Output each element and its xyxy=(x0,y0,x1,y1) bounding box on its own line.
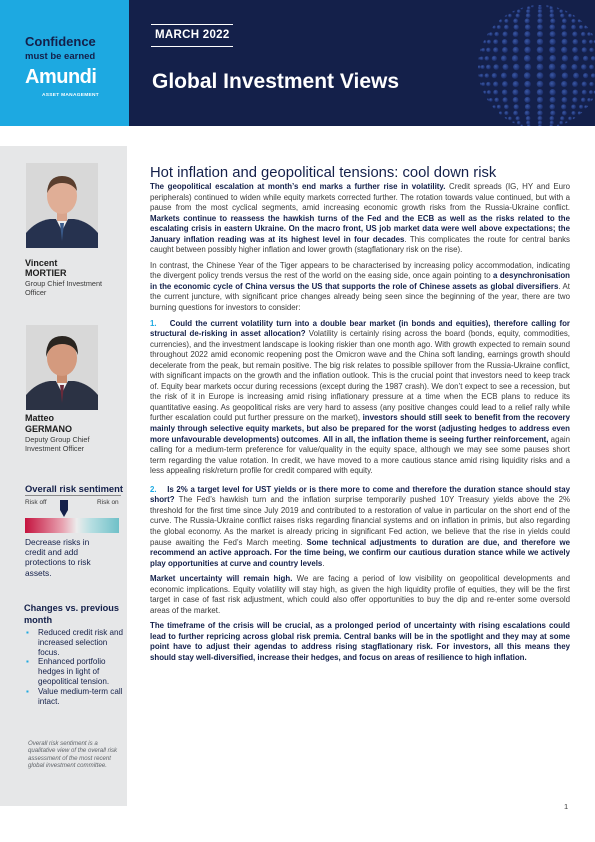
bold-text-run: Market uncertainty will remain high. xyxy=(150,574,293,584)
globe-dot xyxy=(508,117,512,121)
globe-dot xyxy=(568,117,572,121)
globe-dot xyxy=(572,81,578,87)
article-body xyxy=(150,165,570,669)
globe-dot xyxy=(480,74,484,78)
date-rule-bottom xyxy=(151,46,233,47)
globe-dot xyxy=(512,55,518,61)
globe-dot xyxy=(499,111,502,114)
globe-dot xyxy=(549,64,556,71)
globe-dot xyxy=(486,98,489,101)
globe-dot xyxy=(571,104,576,109)
list-item: ▪ Enhanced portfolio hedges in light of geopolitical tension. xyxy=(26,657,110,686)
globe-dot xyxy=(591,73,595,78)
globe-dot xyxy=(481,82,485,86)
globe-dot xyxy=(589,90,593,94)
globe-dot xyxy=(587,32,591,36)
text-run: The Fed’s hawkish turn and the inflation surprise temporarily pushed 10Y Treasury yields above the 2% threshold for the first time since July 2019 and contributed to a restoration of value in particular on the short end of the curve. The Russia-Ukraine conflict raises risks regarding financial systems and on inflation in primis, but also regarding the global economy. As the market is already pricing in significant Fed action, we believe that the rise in yields could pause awaiting the Fed’s March meeting. xyxy=(150,495,570,547)
globe-dot xyxy=(579,25,583,29)
globe-dot xyxy=(549,47,556,54)
globe-dot xyxy=(512,39,518,45)
page-number: 1 xyxy=(564,802,569,811)
globe-dot xyxy=(586,106,588,108)
globe-dot xyxy=(582,47,587,52)
globe-dot xyxy=(559,9,563,13)
question-paragraph xyxy=(150,485,570,569)
globe-dot xyxy=(512,89,518,95)
globe-dot xyxy=(497,25,501,29)
globe-dot xyxy=(587,98,591,102)
globe-dot xyxy=(501,73,507,79)
globe-dot xyxy=(526,9,530,13)
globe-dot xyxy=(520,7,523,10)
bold-text-run: Could the current volatility turn into a double bear market (in bonds and equities), therefore calling for structural de-risking in asset allocation? xyxy=(150,318,570,339)
globe-dot xyxy=(581,98,586,103)
globe-dot xyxy=(499,19,502,22)
globe-dot xyxy=(492,56,497,61)
globe-dot xyxy=(549,81,556,88)
globe-dot xyxy=(537,97,543,103)
globe-dot xyxy=(537,18,542,23)
globe-dot xyxy=(481,65,485,69)
globe-dot xyxy=(524,89,530,95)
globe-dot xyxy=(493,64,499,70)
globe-dot xyxy=(513,81,519,87)
globe-dot xyxy=(497,105,501,109)
globe-dot xyxy=(537,110,542,115)
globe-dot xyxy=(524,55,531,62)
globe-dot xyxy=(486,48,491,53)
risk-sentiment-gauge xyxy=(25,518,119,533)
globe-dot xyxy=(549,89,555,95)
globe-dot xyxy=(571,111,575,115)
issue-date: MARCH 2022 xyxy=(155,29,230,41)
globe-dot xyxy=(516,13,520,17)
globe-dot xyxy=(493,47,498,52)
globe-dot xyxy=(549,24,555,30)
globe-dot xyxy=(572,97,577,102)
bold-text-run: The geopolitical escalation at month’s end marks a further rise in volatility. xyxy=(150,182,446,191)
paragraph xyxy=(150,182,570,256)
globe-dot xyxy=(561,104,566,109)
risk-sentiment-title: Overall risk sentiment xyxy=(25,483,123,494)
text-run: Credit spreads (IG, HY and Euro peripherals) continued to widen while equity markets corrected further. The rotation towards value continued, but with a pause from the most cyclical segments, amid increasing economic growth risks from the Russia-Ukraine conflict. xyxy=(150,182,570,213)
globe-dot xyxy=(550,110,555,115)
globe-dot xyxy=(524,97,530,103)
globe-dot xyxy=(485,56,490,61)
globe-dot xyxy=(549,104,555,110)
author-first-name: Vincent xyxy=(25,258,58,268)
globe-dot xyxy=(526,116,531,121)
globe-dot xyxy=(520,125,523,126)
globe-dot xyxy=(573,55,579,61)
text-run: . xyxy=(318,434,323,444)
risk-on-label: Risk on xyxy=(97,499,119,506)
globe-dot xyxy=(579,105,583,109)
sentiment-footnote: Overall risk sentiment is a qualitative view of the overall risk assessment of the most recent global investment committee. xyxy=(28,740,118,770)
globe-dot xyxy=(537,39,543,45)
globe-dot xyxy=(493,39,498,44)
globe-dot xyxy=(537,89,543,95)
globe-dot xyxy=(514,24,519,29)
risk-off-label: Risk off xyxy=(25,499,47,506)
globe-dot xyxy=(524,81,531,88)
brand-name: Amundi xyxy=(25,66,97,88)
globe-dot xyxy=(550,5,552,7)
globe-dot xyxy=(582,90,587,95)
globe-dot xyxy=(538,4,541,7)
globe-dot xyxy=(524,47,531,54)
globe-dot xyxy=(524,72,531,79)
globe-dot xyxy=(561,47,567,53)
globe-dot xyxy=(537,24,543,30)
globe-dot xyxy=(513,111,518,116)
globe-dot xyxy=(550,18,555,23)
author-photo-germano xyxy=(26,325,98,410)
globe-dot xyxy=(503,64,509,70)
question-number: 2. xyxy=(150,484,157,494)
globe-dot xyxy=(573,14,576,17)
globe-dot xyxy=(573,117,576,120)
globe-dot xyxy=(562,89,568,95)
globe-dot xyxy=(581,64,587,70)
globe-dot xyxy=(531,4,534,7)
globe-dot xyxy=(537,55,544,62)
globe-dot xyxy=(513,64,519,70)
globe-dot xyxy=(562,31,568,37)
globe-dot xyxy=(485,73,490,78)
globe-dot xyxy=(483,91,486,94)
list-item: ▪ Reduced credit risk and increased selection focus. xyxy=(26,628,124,657)
globe-dot xyxy=(583,73,588,78)
brand-logo xyxy=(0,0,129,126)
globe-dot xyxy=(512,72,518,78)
globe-dot xyxy=(489,32,493,36)
brand-tagline: Confidence xyxy=(25,34,96,49)
globe-dot xyxy=(517,121,521,125)
globe-dot xyxy=(486,82,491,87)
globe-dot xyxy=(560,116,564,120)
globe-dot xyxy=(483,40,486,43)
globe-dot xyxy=(486,33,489,36)
globe-dot xyxy=(550,97,556,103)
text-run: again calling for a medium-term preference for value/quality in the equity space, although we may see some pauses short term regarding the value rotation. In credit, we have moved to a more cautious stance amid rising liquidity risks and a less appealing risk/return profile for credit compared with equity. xyxy=(150,434,570,476)
globe-dot xyxy=(504,25,509,30)
date-rule-top xyxy=(151,24,233,25)
globe-dot xyxy=(513,31,519,37)
globe-dot xyxy=(562,39,568,45)
globe-dot xyxy=(487,90,491,94)
bold-text-run: investors should still seek to benefit from the recovery mainly through selective equity markets, but also be prepared for the worst (adjusting hedges to address even more unfavourable developments) outcomes xyxy=(150,413,570,444)
text-run: Volatility is certainly rising across the board (bonds, equity, commodities, currencies), and the investment landscape is looking riskier than one month ago. With growth expected to remain sound throughout 2022 amid economic reopening post the Omicron wave and the China soft landing, earnings growth should decelerate from the peak, but remain positive. The big risk relates to possible spillover from the Russia-Ukraine conflict, with significant impacts on the growth and the inflation outlook. This is the crucial point that investors need to keep track of. Equity bear markets occur during recessions (except during the 1987 crash). We don’t expect to see a recession, but the risk of it in Europe is increasing amid rising inflationary pressure at a time when the ECB plans to reduce its quantitative easing. As geopolitical risks are very hard to assess (any positive changes could lead to a relief rally while further escalation could put further pressure on the market), xyxy=(150,329,570,423)
brand-subtitle: ASSET MANAGEMENT xyxy=(42,93,100,98)
article-heading: Hot inflation and geopolitical tensions: cool down risk xyxy=(150,165,497,181)
globe-dot xyxy=(502,47,508,53)
globe-dot xyxy=(571,19,575,23)
globe-dot xyxy=(589,65,594,70)
globe-dot xyxy=(538,116,543,121)
globe-dot xyxy=(478,65,481,68)
globe-dot xyxy=(513,19,518,24)
globe-dot xyxy=(562,72,568,78)
globe-dot xyxy=(591,56,595,61)
globe-dot xyxy=(492,73,497,78)
globe-dot xyxy=(559,121,563,125)
globe-dot xyxy=(589,40,593,44)
bold-text-run: Some technical adjustments to duration are due, and therefore we recommend an active approach. For the time being, we confirm our cautious duration stance while we actively play opportunities at curve and country levels xyxy=(150,537,570,568)
globe-dot xyxy=(560,13,564,17)
globe-dot xyxy=(537,72,544,79)
globe-dot xyxy=(513,97,519,103)
globe-dot xyxy=(537,104,543,110)
globe-dot xyxy=(561,81,567,87)
globe-dot xyxy=(562,111,567,116)
author-last-name: MORTIER xyxy=(25,268,67,278)
globe-dot xyxy=(571,64,577,70)
globe-dot xyxy=(502,81,508,87)
risk-sentiment-description: Decrease risks in credit and add protections to risk assets. xyxy=(25,537,91,578)
globe-dot xyxy=(524,39,530,45)
globe-dot xyxy=(549,39,555,45)
globe-dot xyxy=(504,14,507,17)
globe-dot xyxy=(504,111,508,115)
globe-dot xyxy=(481,48,485,52)
globe-dot xyxy=(582,81,587,86)
globe-dot xyxy=(494,32,499,37)
globe-dot xyxy=(504,117,507,120)
globe-dot xyxy=(501,55,507,61)
author-role: Group Chief Investment Officer xyxy=(25,279,103,297)
globe-dot xyxy=(508,14,512,18)
globe-dot xyxy=(549,72,556,79)
globe-dot xyxy=(525,24,531,30)
globe-dot xyxy=(565,10,568,13)
globe-dot xyxy=(492,26,495,29)
globe-dot xyxy=(562,19,567,24)
globe-dot xyxy=(487,40,491,44)
globe-dot xyxy=(546,4,549,7)
globe-dot xyxy=(537,31,543,37)
globe-dot xyxy=(504,19,508,23)
text-run: We are facing a period of low visibility on geopolitical developments and economic implications. Equity volatility will stay high, as given the high liquidity profile of equities, they will be the first target in case of fast risk adjustment, which could also offer opportunities to buy the dip and re-enter some oversold areas of the market. xyxy=(150,574,571,615)
text-run: . At the current juncture, with significant price changes already being seen since the beginning of the year, there are two burning questions for investors to consider: xyxy=(150,281,570,313)
globe-dot xyxy=(572,32,577,37)
globe-dot xyxy=(492,105,495,108)
globe-dot xyxy=(502,89,508,95)
paragraph xyxy=(150,261,570,314)
globe-dot xyxy=(493,81,498,86)
globe-dot xyxy=(557,7,560,10)
text-run: . This complicates the route for central banks caught between possibly higher inflation and lower growth (stagflationary risk on the rise). xyxy=(150,234,570,255)
bold-text-run: Is 2% a target level for UST yields or is there more to come and therefore the duration stance should stay short? xyxy=(150,484,570,505)
globe-dot xyxy=(527,6,531,10)
globe-dot xyxy=(512,121,515,124)
globe-dot xyxy=(557,125,560,126)
globe-dot xyxy=(524,31,530,37)
globe-dot xyxy=(526,13,531,18)
globe-dot xyxy=(538,121,542,125)
globe-dot xyxy=(573,73,579,79)
globe-dot xyxy=(513,47,519,53)
bold-text-run: a desynchronisation in the economic cycle of China versus the US that supports the role of Chinese assets as global diversifiers xyxy=(150,271,571,291)
globe-dot xyxy=(565,121,568,124)
globe-dot xyxy=(525,64,532,71)
text-run: In contrast, the Chinese Year of the Tiger appears to be characterised by increasing policy accommodation, indicating the divergent policy trends versus the rest of the world on the easing side, once again pointing to xyxy=(150,260,570,281)
globe-dot xyxy=(503,97,508,102)
globe-dot xyxy=(550,116,555,121)
author-photo-mortier xyxy=(26,163,98,248)
globe-dot xyxy=(526,121,530,125)
globe-dot xyxy=(525,18,530,23)
globe-dot xyxy=(525,110,530,115)
globe-dot xyxy=(562,55,568,61)
globe-dot xyxy=(538,13,543,18)
page-title: Global Investment Views xyxy=(152,70,400,93)
globe-dot xyxy=(537,47,544,54)
globe-dot xyxy=(583,56,588,61)
globe-dot xyxy=(568,14,572,18)
globe-dot xyxy=(494,98,499,103)
globe-dot xyxy=(550,13,555,18)
changes-title: Changes vs. previous month xyxy=(24,603,119,625)
globe-dot xyxy=(517,9,521,13)
changes-list xyxy=(24,628,126,706)
globe-graphic xyxy=(455,0,595,126)
globe-dot xyxy=(586,26,588,28)
globe-dot xyxy=(503,32,508,37)
globe-dot xyxy=(573,89,579,95)
globe-dot xyxy=(591,33,594,36)
globe-dot xyxy=(589,82,594,87)
globe-dot xyxy=(516,116,520,120)
bold-text-run: All in all, the inflation theme is seeing further reinforcement, xyxy=(322,434,549,444)
globe-dot xyxy=(580,20,582,22)
globe-dot xyxy=(549,55,556,62)
question-number: 1. xyxy=(150,318,157,328)
paragraph xyxy=(150,574,570,616)
author-last-name: GERMANO xyxy=(25,424,72,434)
globe-dot xyxy=(580,112,582,114)
globe-dot xyxy=(489,98,493,102)
author-role: Deputy Group Chief Investment Officer xyxy=(25,435,90,453)
text-run: . xyxy=(322,558,325,568)
question-paragraph xyxy=(150,319,570,477)
brand-tagline-sub: must be earned xyxy=(25,51,96,62)
globe-dot xyxy=(550,31,556,37)
globe-dot xyxy=(502,39,508,45)
globe-dot xyxy=(504,104,509,109)
globe-dot xyxy=(493,90,498,95)
globe-dot xyxy=(537,64,544,71)
globe-dot xyxy=(537,81,544,88)
globe-dot xyxy=(582,39,587,44)
list-item: ▪ Value medium-term call intact. xyxy=(26,686,123,706)
paragraph xyxy=(150,621,570,663)
risk-sentiment-rule xyxy=(25,495,121,496)
risk-level-marker xyxy=(58,500,70,518)
globe-dot xyxy=(486,65,491,70)
globe-dot xyxy=(480,57,484,61)
globe-dot xyxy=(591,98,594,101)
globe-dot xyxy=(581,32,586,37)
globe-dot xyxy=(571,25,576,30)
globe-dot xyxy=(562,97,568,103)
bold-text-run: The timeframe of the crisis will be crucial, as a prolonged period of uncertainty with rising escalations could lead to further repricing across global risk premia. Central banks will be in the spotlight and they may at some point have to adjust their agendas to address rising stagflationary risk. For investors, all this means they should stay well-diversified, increase their hedges, and focus on areas of resilience to high inflation. xyxy=(150,621,570,662)
globe-dot xyxy=(525,104,531,110)
globe-dot xyxy=(514,104,519,109)
globe-dot xyxy=(512,10,515,13)
globe-dot xyxy=(589,48,594,53)
bold-text-run: Markets continue to reassess the hawkish turns of the Fed and the ECB as well as the risks related to the escalating crisis in eastern Ukraine. On the macro front, US job market data were well above expectations; the January inflation reading was at its highest level in four decades xyxy=(150,213,570,244)
globe-dot xyxy=(550,121,554,125)
header-banner xyxy=(0,0,595,126)
globe-dot xyxy=(572,47,578,53)
author-first-name: Matteo xyxy=(25,413,54,423)
globe-dot xyxy=(573,39,579,45)
globe-dot xyxy=(561,24,566,29)
globe-dot xyxy=(550,9,554,13)
globe-dot xyxy=(561,64,567,70)
